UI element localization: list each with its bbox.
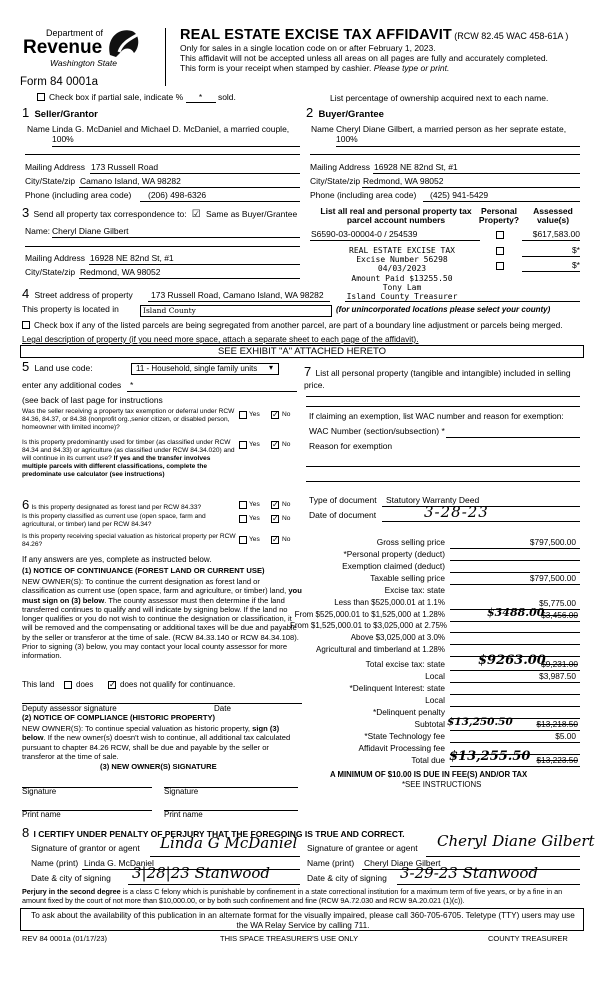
grantor-sig-rule bbox=[150, 856, 300, 857]
grantor-name-value[interactable]: Linda G. McDaniel bbox=[84, 858, 154, 868]
q1-yes-checkbox[interactable] bbox=[239, 411, 247, 419]
see-instructions-note: *SEE INSTRUCTIONS bbox=[402, 780, 482, 789]
located-label: This property is located in bbox=[22, 304, 119, 314]
owner-sig-label-1: Signature bbox=[22, 787, 57, 796]
land-does-not-label: does not qualify for continuance. bbox=[120, 680, 236, 689]
partial-sale-label: Check box if partial sale, indicate % * sold. bbox=[49, 92, 236, 102]
s6-q1-no-label: No bbox=[282, 501, 291, 508]
parcel-row-2-value[interactable]: $* bbox=[571, 245, 580, 255]
seller-name-value[interactable]: Linda G. McDaniel and Michael D. McDaniel, a married couple, bbox=[52, 124, 290, 134]
owner-print-label-1: Print name bbox=[22, 810, 61, 819]
tech-fee-label: *State Technology fee bbox=[364, 731, 445, 741]
local-rule bbox=[450, 682, 580, 683]
exemption-claim-label: If claiming an exemption, list WAC number and reason for exemption: bbox=[309, 411, 564, 421]
revenue-logo-icon bbox=[104, 25, 142, 63]
see-back-note: (see back of last page for instructions bbox=[22, 395, 163, 405]
grantor-name-label: Name (print) bbox=[31, 858, 79, 868]
tier1-label: Less than $525,000.01 at 1.1% bbox=[334, 598, 445, 607]
local2-rule bbox=[450, 706, 580, 707]
footer-rev: REV 84 0001a (01/17/23) bbox=[22, 934, 108, 943]
buyer-mailing-label: Mailing Address bbox=[310, 162, 371, 172]
property-street-rule-2 bbox=[345, 301, 580, 302]
personal-deduct-label: *Personal property (deduct) bbox=[343, 549, 445, 559]
delinquent-interest-label: *Delinquent Interest: state bbox=[349, 683, 445, 693]
seller-city-rule bbox=[79, 187, 300, 188]
chevron-down-icon: ▾ bbox=[269, 363, 274, 372]
gross-label: Gross selling price bbox=[376, 537, 445, 547]
corr-name-value[interactable]: Cheryl Diane Gilbert bbox=[52, 226, 129, 236]
doc-type-label: Type of document bbox=[309, 495, 377, 505]
q2-no-label: No bbox=[282, 441, 291, 448]
delinquent-penalty-label: *Delinquent penalty bbox=[373, 707, 445, 717]
land-use-select[interactable]: 11 - Household, single family units ▾ bbox=[131, 363, 279, 375]
doc-date-rule bbox=[382, 521, 580, 522]
parcel-row-1-personal-checkbox[interactable] bbox=[496, 231, 504, 239]
partial-sale-checkbox[interactable] bbox=[37, 93, 45, 101]
s6-q2-yes-label: Yes bbox=[249, 515, 260, 522]
notice-continuance-text: NEW OWNER(S): To continue the current designation as forest land or classification as current use (open space, farm and agriculture, or timber) land, you must sign on (3) below. The county assessor must then determine if the land transferred continues to qualify and will indicate by signing below. If the land no longer qualifies or you do not wish to continue the designation or classification, it will be removed and the compensating or additional taxes will be due and payable by the seller or transferor at the time of sale. (RCW 84.33.140 or RCW 84.34.108). Prior to signing (3) below, you may contact your local county assessor for more information. bbox=[22, 577, 302, 660]
total-state-hand-value[interactable]: $9263.00 bbox=[478, 653, 546, 668]
buyer-phone-label: Phone (including area code) bbox=[310, 190, 417, 200]
buyer-phone-rule bbox=[423, 201, 580, 202]
grantee-sig-label: Signature of grantee or agent bbox=[307, 843, 418, 853]
doc-date-value[interactable]: 3-28-23 bbox=[424, 503, 489, 521]
minimum-due-note: A MINIMUM OF $10.00 IS DUE IN FEE(S) AND/OR TAX bbox=[330, 770, 528, 779]
seller-name-rule bbox=[52, 146, 300, 147]
perjury-notice: Perjury in the second degree is a class C felony which is punishable by confinement in a state correctional institution for a maximum term of five years, or by a fine in an amount fixed by the court of not more than $10,000.00, or by both such confinement and fine (RCW 9A.72.030 and RCW 9A.20.021 (1)(c)). bbox=[22, 887, 563, 905]
additional-codes-label: enter any additional codes bbox=[22, 380, 122, 390]
parcel-row-1-value[interactable]: $617,583.00 bbox=[532, 229, 580, 239]
personal-deduct-rule bbox=[450, 560, 580, 561]
s6-q3-no-label: No bbox=[282, 536, 291, 543]
corr-mailing-rule bbox=[89, 264, 300, 265]
total-state-label: Total excise tax: state bbox=[365, 659, 445, 669]
grantor-sig-label: Signature of grantor or agent bbox=[31, 843, 140, 853]
exemption-question: Was the seller receiving a property tax exemption or deferral under RCW 84.36, 84.37, or 84.38 (nonprofit org.,senior citizen, or disabled person, homeowner with limited income)? bbox=[22, 408, 235, 431]
legal-label: Legal description of property (if you need more space, attach a separate sheet to each page of the affidavit). bbox=[22, 334, 419, 344]
grantee-signature[interactable]: Cheryl Diane Gilbert bbox=[437, 832, 595, 850]
seller-phone-label: Phone (including area code) bbox=[25, 190, 132, 200]
local-label: Local bbox=[425, 671, 445, 681]
corr-city-value[interactable]: Redmond, WA 98052 bbox=[80, 267, 161, 277]
subtotal-label: Subtotal bbox=[414, 719, 445, 729]
buyer-mailing-rule bbox=[373, 173, 580, 174]
corr-name-label: Name: bbox=[25, 226, 51, 236]
owner-sig-label-2: Signature bbox=[164, 787, 199, 796]
segregated-checkbox[interactable] bbox=[22, 321, 30, 329]
accessibility-box: To ask about the availability of this publication in an alternate format for the visually impaired, please call 360-705-6705. Teletype (TTY) users may use the WA Relay Service by calling 711. bbox=[20, 908, 584, 931]
land-does-checkbox[interactable] bbox=[64, 681, 72, 689]
logo-department: Department of bbox=[46, 28, 104, 38]
parcels-col1-header: List all real and personal property tax parcel account numbers bbox=[320, 206, 472, 226]
seller-mailing-rule bbox=[90, 173, 300, 174]
total-due-hand-value[interactable]: $13,255.50 bbox=[449, 749, 531, 764]
deputy-date-label: Date bbox=[214, 704, 231, 713]
parcel-row-2-value-rule bbox=[522, 256, 580, 257]
taxable-label: Taxable selling price bbox=[370, 573, 445, 583]
parcel-row-3-value-rule bbox=[522, 271, 580, 272]
total-state-value: $9,231.00 bbox=[541, 659, 578, 669]
seller-name-label: Name bbox=[27, 124, 50, 134]
tier1-value[interactable]: $5,775.00 bbox=[539, 598, 576, 608]
seller-heading: 1 Seller/Grantor bbox=[22, 105, 98, 120]
additional-codes-rule bbox=[127, 391, 297, 392]
parcel-row-3-personal-checkbox[interactable] bbox=[496, 262, 504, 270]
buyer-name-rule bbox=[336, 146, 580, 147]
notice-compliance-heading: (2) NOTICE OF COMPLIANCE (HISTORIC PROPERTY) bbox=[22, 713, 216, 722]
s6-q2-no-checkbox[interactable]: ✓ bbox=[272, 514, 279, 523]
land-does-not-checkbox[interactable]: ✓ bbox=[109, 680, 116, 689]
gross-rule bbox=[450, 548, 580, 549]
form-title: REAL ESTATE EXCISE TAX AFFIDAVIT (RCW 82.45 WAC 458-61A ) bbox=[180, 27, 569, 43]
grantee-date-rule bbox=[397, 884, 580, 885]
s6-q2-no-label: No bbox=[282, 515, 291, 522]
doc-date-label: Date of document bbox=[309, 510, 377, 520]
grantor-date-label: Date & city of signing bbox=[31, 873, 111, 883]
logo-state: Washington State bbox=[50, 58, 117, 68]
header-line-1: Only for sales in a single location code on or after February 1, 2023. bbox=[180, 43, 436, 53]
correspondence-heading: 3 Send all property tax correspondence to: ☑ Same as Buyer/Grantee bbox=[22, 205, 298, 220]
buyer-name-pct[interactable]: 100% bbox=[336, 134, 358, 144]
seller-city-value[interactable]: Camano Island, WA 98282 bbox=[80, 176, 181, 186]
seller-phone-value[interactable]: (206) 498-6326 bbox=[148, 190, 207, 200]
buyer-city-label: City/State/zip bbox=[310, 176, 361, 186]
doc-type-value[interactable]: Statutory Warranty Deed bbox=[386, 495, 480, 505]
revenue-logo bbox=[20, 24, 155, 74]
tech-fee-value[interactable]: $5.00 bbox=[555, 731, 576, 741]
if-yes-note: If any answers are yes, complete as instructed below. bbox=[22, 555, 212, 564]
reason-label: Reason for exemption bbox=[309, 441, 393, 451]
buyer-name-value[interactable]: Cheryl Diane Gilbert, a married person as her seprate estate, bbox=[336, 124, 567, 134]
segregated-label: Check box if any of the listed parcels are being segregated from another parcel, are part of a boundary line adjustment or parcels being merged. bbox=[34, 320, 563, 330]
parcel-row-1-number[interactable]: S6590-03-00004-0 / 254539 bbox=[311, 229, 418, 239]
buyer-name-rule-2 bbox=[310, 154, 580, 155]
local-value[interactable]: $3,987.50 bbox=[539, 671, 576, 681]
forest-question: 6 Is this property designated as forest land per RCW 84.33? bbox=[22, 497, 202, 512]
header-line-3: This form is your receipt when stamped by cashier. Please type or print. bbox=[180, 63, 450, 73]
tier5-label: Agricultural and timberland at 1.28% bbox=[316, 645, 445, 654]
s6-q2-yes-checkbox[interactable] bbox=[239, 515, 247, 523]
corr-mailing-label: Mailing Address bbox=[25, 253, 86, 263]
parcels-col2-header: Personal Property? bbox=[478, 206, 520, 226]
tier2-value: $3,456.00 bbox=[541, 610, 578, 620]
personal-property-rule-1 bbox=[306, 396, 580, 397]
footer-county: COUNTY TREASURER bbox=[488, 934, 568, 943]
parcel-row-1-rule bbox=[310, 240, 480, 241]
seller-name-rule-2 bbox=[25, 154, 300, 155]
property-street-rule bbox=[148, 301, 330, 302]
parcel-row-3-value[interactable]: $* bbox=[571, 260, 580, 270]
header-line-2: This affidavit will not be accepted unless all areas on all pages are fully and accurately completed. bbox=[180, 53, 548, 63]
historic-question: Is this property receiving special valuation as historical property per RCW 84.26? bbox=[22, 533, 236, 548]
corr-city-label: City/State/zip bbox=[25, 267, 76, 277]
s6-q3-no-checkbox[interactable]: ✓ bbox=[272, 535, 279, 544]
notice-compliance-text: NEW OWNER(S): To continue special valuation as historic property, sign (3) below. If the new owner(s) doesn't wish to continue, all additional tax calculated pursuant to chapter 84.26 RCW, shall be due and payable by the seller or transferor at the time of sale. bbox=[22, 724, 291, 761]
tier2-rule bbox=[450, 621, 580, 622]
total-due-rule bbox=[450, 766, 580, 767]
grantee-name-label: Name (print) bbox=[307, 858, 355, 868]
tech-fee-rule bbox=[450, 742, 580, 743]
grantor-signature[interactable]: Linda G McDaniel bbox=[160, 834, 298, 852]
personal-property-rule-2 bbox=[306, 406, 580, 407]
tier4-rule bbox=[450, 644, 580, 645]
s6-q3-yes-checkbox[interactable] bbox=[239, 536, 247, 544]
corr-name-rule bbox=[52, 237, 300, 238]
q1-no-label: No bbox=[282, 411, 291, 418]
taxable-value[interactable]: $797,500.00 bbox=[529, 573, 576, 583]
s6-q3-yes-label: Yes bbox=[249, 536, 260, 543]
owner-print-label-2: Print name bbox=[164, 810, 203, 819]
delinquent-interest-rule bbox=[450, 694, 580, 695]
parcel-row-1-value-rule bbox=[522, 240, 580, 241]
property-street-value[interactable]: 173 Russell Road, Camano Island, WA 98282 bbox=[151, 290, 324, 300]
corr-city-rule bbox=[79, 278, 300, 279]
s6-q1-yes-checkbox[interactable] bbox=[239, 501, 247, 509]
subtotal-value: $13,218.50 bbox=[536, 719, 578, 729]
buyer-mailing-value[interactable]: 16928 NE 82nd St, #1 bbox=[374, 162, 458, 172]
s6-q1-yes-label: Yes bbox=[249, 501, 260, 508]
current-use-question: Is this property classified as current use (open space, farm and agricultural, or timber) land per RCW 84.34? bbox=[22, 513, 206, 528]
q2-yes-checkbox[interactable] bbox=[239, 441, 247, 449]
logo-revenue: Revenue bbox=[23, 37, 103, 58]
personal-property-heading: 7 List all personal property (tangible and intangible) included in selling price. bbox=[304, 364, 571, 391]
wac-rule bbox=[446, 437, 580, 438]
q2-no-checkbox[interactable]: ✓ bbox=[272, 440, 279, 449]
tier2-label: From $525,000.01 to $1,525,000 at 1.28% bbox=[294, 610, 445, 619]
corr-mailing-value[interactable]: 16928 NE 82nd St, #1 bbox=[90, 253, 174, 263]
q2-yes-label: Yes bbox=[249, 441, 260, 448]
local2-label: Local bbox=[425, 695, 445, 705]
seller-name-pct[interactable]: 100% bbox=[52, 134, 74, 144]
grantee-date-label: Date & city of signing bbox=[307, 873, 387, 883]
gross-value[interactable]: $797,500.00 bbox=[529, 537, 576, 547]
grantee-sig-rule bbox=[426, 856, 580, 857]
grantor-date-rule bbox=[128, 884, 300, 885]
s6-q1-no-checkbox[interactable]: ✓ bbox=[272, 500, 279, 509]
buyer-heading: 2 Buyer/Grantee bbox=[306, 105, 384, 120]
reason-rule-2 bbox=[306, 481, 580, 482]
parcel-row-2-personal-checkbox[interactable] bbox=[496, 247, 504, 255]
form-number: Form 84 0001a bbox=[20, 76, 98, 88]
certify-heading: 8 I CERTIFY UNDER PENALTY OF PERJURY THAT THE FOREGOING IS TRUE AND CORRECT. bbox=[22, 825, 405, 840]
exemption-deduct-label: Exemption claimed (deduct) bbox=[342, 561, 445, 571]
header-divider bbox=[165, 28, 166, 86]
notice-continuance-heading: (1) NOTICE OF CONTINUANCE (FOREST LAND OR CURRENT USE) bbox=[22, 566, 265, 575]
new-owner-signature-heading: (3) NEW OWNER(S) SIGNATURE bbox=[100, 762, 217, 771]
tier3-rule bbox=[450, 632, 580, 633]
total-due-label: Total due bbox=[411, 755, 445, 765]
legal-description-box[interactable]: SEE EXHIBIT "A" ATTACHED HERETO bbox=[20, 345, 584, 358]
county-select[interactable]: Island County bbox=[140, 305, 332, 317]
seller-city-label: City/State/zip bbox=[25, 176, 76, 186]
tier4-label: Above $3,025,000 at 3.0% bbox=[350, 633, 445, 642]
tier2-hand-value[interactable]: $3488.00 bbox=[487, 606, 545, 619]
land-use-heading: 5 Land use code: bbox=[22, 359, 93, 374]
property-heading: 4 Street address of property bbox=[22, 286, 133, 301]
wac-label: WAC Number (section/subsection) * bbox=[309, 426, 445, 436]
q1-yes-label: Yes bbox=[249, 411, 260, 418]
tier3-label: From $1,525,000.01 to $3,025,000 at 2.75% bbox=[290, 621, 448, 630]
corr-name-rule-2 bbox=[25, 246, 300, 247]
grantee-name-value[interactable]: Cheryl Diane Gilbert bbox=[364, 858, 441, 868]
footer-space: THIS SPACE TREASURER'S USE ONLY bbox=[220, 934, 359, 943]
treasurer-stamp: REAL ESTATE EXCISE TAX Excise Number 56298 04/03/2023 Amount Paid $13255.50 Tony Lam Island County Treasurer bbox=[346, 246, 458, 301]
seller-mailing-label: Mailing Address bbox=[25, 162, 86, 172]
deputy-label: Deputy assessor signature bbox=[22, 704, 117, 713]
timber-question: Is this property predominantly used for timber (as classified under RCW 84.34 and 84.33) or agriculture (as classified under RCW 84.34.020) and will continue in its current use? If yes and the transfer involves multiple parcels with different classifications, complete the predominate use calculator (see instructions) bbox=[22, 439, 235, 478]
buyer-city-value[interactable]: Redmond, WA 98052 bbox=[363, 176, 444, 186]
buyer-name-label: Name bbox=[311, 124, 334, 134]
seller-phone-rule bbox=[140, 201, 300, 202]
buyer-phone-value[interactable]: (425) 941-5429 bbox=[430, 190, 489, 200]
taxable-rule bbox=[450, 584, 580, 585]
grantee-date-value[interactable]: 3-29-23 Stanwood bbox=[400, 864, 539, 882]
grantor-date-value[interactable]: 3|28|23 Stanwood bbox=[132, 864, 271, 882]
this-land-label: This land bbox=[22, 680, 55, 689]
buyer-city-rule bbox=[362, 187, 580, 188]
q1-no-checkbox[interactable]: ✓ bbox=[272, 410, 279, 419]
excise-state-label: Excise tax: state bbox=[384, 585, 445, 595]
additional-codes-value[interactable]: * bbox=[130, 380, 134, 390]
parcels-col3-header: Assessed value(s) bbox=[533, 206, 573, 226]
same-as-checkbox[interactable]: ☑ bbox=[191, 209, 201, 220]
located-note: (for unincorporated locations please select your county) bbox=[336, 305, 551, 314]
list-percentage-note: List percentage of ownership acquired next to each name. bbox=[330, 93, 549, 103]
total-due-value: $13,223.50 bbox=[536, 755, 578, 765]
affidavit-fee-label: Affidavit Processing fee bbox=[358, 743, 445, 753]
seller-mailing-value[interactable]: 173 Russell Road bbox=[91, 162, 159, 172]
land-does-label: does bbox=[76, 680, 94, 689]
reason-rule-1 bbox=[306, 466, 580, 467]
subtotal-hand-value[interactable]: $13,250.50 bbox=[447, 716, 513, 728]
